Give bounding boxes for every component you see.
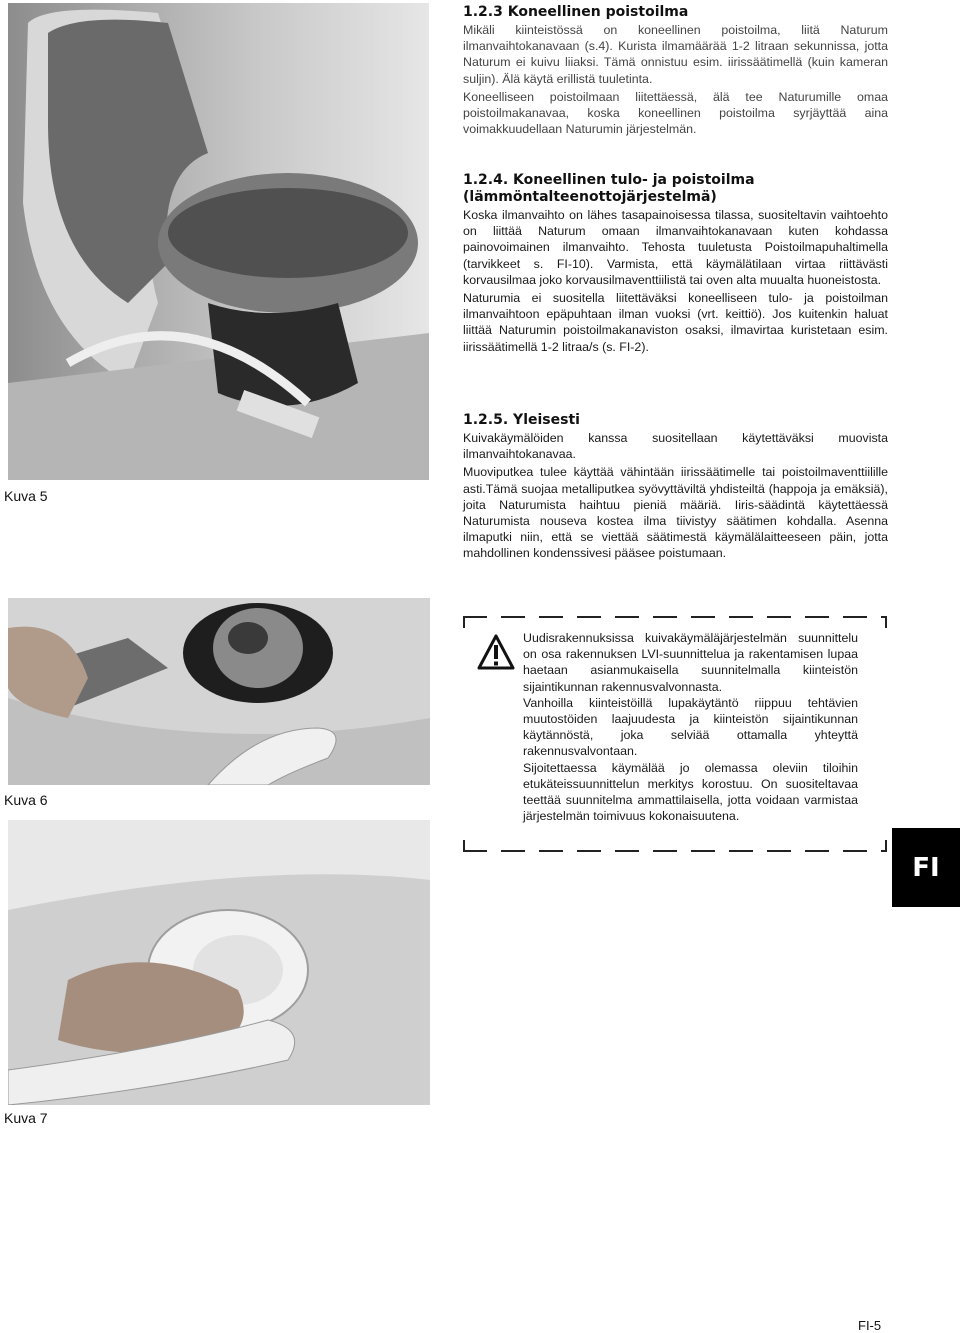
figure-caption-kuva-7: Kuva 7 (4, 1110, 48, 1126)
border-dash (885, 840, 887, 852)
photo-kuva-6 (8, 598, 430, 785)
paragraph: Naturumia ei suositella liitettäväksi koneelliseen tulo- ja poistoilman ilmanvaihtoon epäpuhtaan ilman vuoksi (vrt. keittiö). Jos kuitenkin haluat liittää Naturumin poistoilmakanaviston osaksi, ilmavirtaa kuristetaan esim. iirissäätimellä 1-2 litraa/s (s. FI-2). (463, 291, 888, 354)
border-dash (843, 850, 867, 852)
photo-kuva-7 (8, 820, 430, 1105)
figure-caption-kuva-6: Kuva 6 (4, 792, 48, 808)
border-dash (805, 850, 829, 852)
warning-box (463, 616, 887, 852)
border-dash (501, 850, 525, 852)
border-dash (767, 850, 791, 852)
warning-triangle-icon (477, 634, 515, 670)
section-heading: 1.2.3 Koneellinen poistoilma (463, 4, 689, 20)
page-number: FI-5 (858, 1318, 882, 1333)
section-1-2-4 (463, 172, 888, 357)
border-dash (843, 616, 867, 618)
border-dash (805, 616, 829, 618)
paragraph: Kuivakäymälöiden kanssa suositellaan käytettäväksi muovista ilmanvaihtokanavaa. (463, 431, 888, 462)
border-dash (729, 850, 753, 852)
section-heading: 1.2.5. Yleisesti (463, 412, 580, 428)
border-dash (767, 616, 791, 618)
border-dash (615, 616, 639, 618)
paragraph: Sijoitettaessa käymälää jo olemassa oleviin tiloihin etukäteissuunnittelun merkitys korostuu. On suositeltavaa teettää suunnitelma ammattilaisella, jotta voidaan varmistaa järjestelmän toimivuus kokonaisuutena. (523, 760, 858, 824)
photo-kuva-5 (8, 3, 429, 480)
border-dash (463, 616, 465, 628)
figure-caption-kuva-5: Kuva 5 (4, 488, 48, 504)
section-heading: 1.2.4. Koneellinen tulo- ja poistoilma (lämmöntalteenottojärjestelmä) (463, 172, 755, 205)
border-dash (653, 616, 677, 618)
warning-text (523, 630, 858, 824)
language-tab: FI (892, 828, 960, 907)
border-dash (539, 616, 563, 618)
paragraph: Vanhoilla kiinteistöillä lupakäytäntö riippuu tehtävien muutostöiden laajuudesta ja kiinteistön sijaintikunnan käytännöstä, joka selviää ottamalla yhteyttä rakennusvalvontaan. (523, 695, 858, 759)
section-1-2-5 (463, 412, 888, 564)
border-dash (653, 850, 677, 852)
border-dash (463, 840, 465, 852)
border-dash (577, 616, 601, 618)
border-dash (691, 850, 715, 852)
border-dash (463, 616, 487, 618)
paragraph: Mikäli kiinteistössä on koneellinen poistoilma, liitä Naturum ilmanvaihtokanavaan (s.4). Kurista ilmamäärää 1-2 litraan sekunnissa, jotta Naturum ei kuivu liiaksi. Tämä onnistuu esim. iirissäätimellä (kuin kameran suljin). Älä käytä erillistä tuuletinta. (463, 23, 888, 86)
border-dash (463, 850, 487, 852)
paragraph: Uudisrakennuksissa kuivakäymäläjärjestelmän suunnittelu on osa rakennuksen LVI-suunnittelua ja rakentamisen lupaa haetaan asianmukaisella suunnitelmalla kiinteistön sijaintikunnan rakennusvalvonnasta. (523, 631, 858, 694)
section-1-2-3 (463, 4, 888, 139)
paragraph: Muoviputkea tulee käyttää vähintään iirissäätimelle tai poistoilmaventtiilille asti.Tämä suojaa metalliputkea syövyttäviltä yhdisteiltä (happoja ja emäksiä), joita Naturumista haihtuu pieniä määriä. Iiris-säädintä käytettäessä Naturumista nouseva kostea ilma tiivistyy säätimen kohdalla. Asenna ilmaputki niin, että se viettää säätimestä käymälälaitteeseen päin, jotta mahdollinen kondenssivesi pääsee poistumaan. (463, 465, 888, 561)
border-dash (501, 616, 525, 618)
border-dash (539, 850, 563, 852)
paragraph: Koneelliseen poistoilmaan liitettäessä, älä tee Naturumille omaa poistoilmakanavaa, koska koneellinen poistoilma syrjäyttää aina voimakkuudellaan Naturumin järjestelmän. (463, 89, 888, 137)
border-dash (577, 850, 601, 852)
border-dash (729, 616, 753, 618)
border-dash (615, 850, 639, 852)
paragraph: Koska ilmanvaihto on lähes tasapainoisessa tilassa, suositeltavin vaihtoehto on liittää Naturum omaan ilmanvaihtokanavaan kuten kohdassa painovoimainen ilmanvaihto. Tehosta tuuletusta Poistoilmapuhaltimella (tarvikkeet s. FI-10). Varmista, että käymälätilaan virtaa riittävästi korvausilmaa joko korvausilmaventtiilistä tai oven alta muualta huoneistosta. (463, 208, 888, 287)
border-dash (691, 616, 715, 618)
border-dash (885, 616, 887, 628)
